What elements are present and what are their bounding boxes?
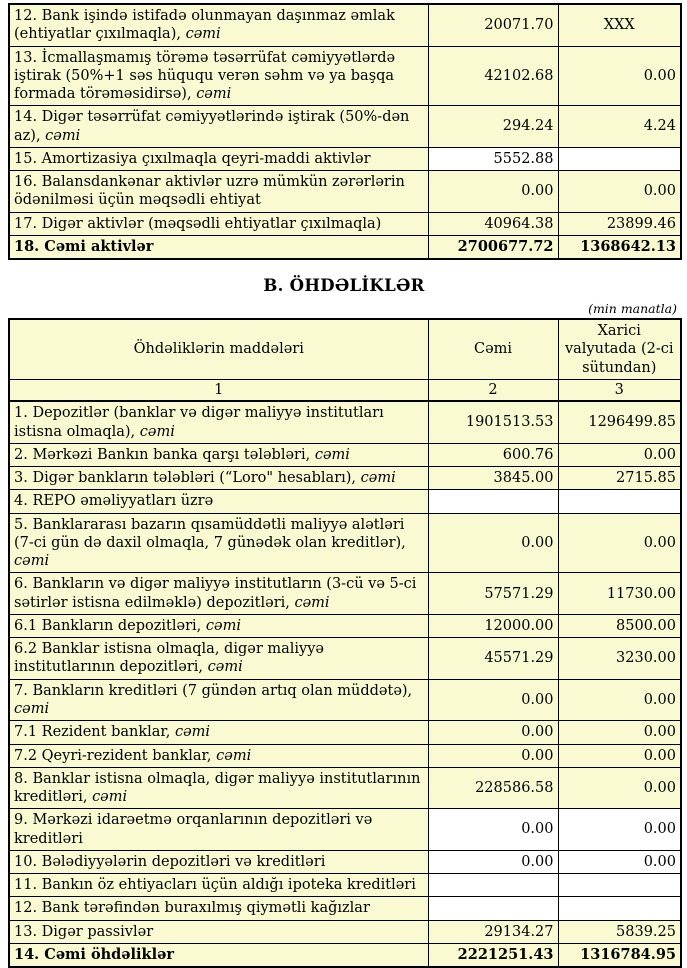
table-row — [9, 767, 681, 809]
row-label: 17. Digər aktivlər (məqsədli ehtiyatlar çıxılmaqla) — [14, 215, 382, 232]
foreign-value-cell: 1296499.85 — [558, 401, 681, 443]
total-row — [9, 943, 681, 967]
total-value-cell: 42102.68 — [428, 46, 558, 106]
total-value-cell: 2221251.43 — [428, 943, 558, 967]
row-label-cell — [9, 679, 428, 721]
total-value-cell: 3845.00 — [428, 467, 558, 490]
total-value-cell — [428, 897, 558, 920]
row-label-cell — [9, 721, 428, 744]
table-row — [9, 171, 681, 213]
row-label: 6.2 Banklar istisna olmaqla, digər maliyyə institutlarının depozitləri, — [14, 641, 324, 676]
row-label: 10. Bələdiyyələrin depozitləri və kreditləri — [14, 853, 326, 870]
total-value-cell: 29134.27 — [428, 920, 558, 943]
total-row — [9, 235, 681, 259]
foreign-value-cell: 0.00 — [558, 721, 681, 744]
row-label-suffix: cəmi — [174, 724, 211, 741]
foreign-value-cell: 0.00 — [558, 850, 681, 873]
total-value-cell: 12000.00 — [428, 614, 558, 637]
row-label-suffix: cəmi — [360, 470, 396, 487]
total-value-cell: 0.00 — [428, 744, 558, 767]
row-label: 7.2 Qeyri-rezident banklar, — [14, 747, 217, 764]
foreign-value-cell: 0.00 — [558, 171, 681, 213]
table-row — [9, 490, 681, 513]
total-value-cell: 294.24 — [428, 106, 558, 148]
foreign-value-cell: 1316784.95 — [558, 943, 681, 967]
column-number: 2 — [428, 379, 558, 401]
column-number-row — [9, 379, 681, 401]
foreign-value-cell: 0.00 — [558, 744, 681, 767]
table-row — [9, 744, 681, 767]
row-label-cell — [9, 401, 428, 443]
total-column-header: Cəmi — [428, 319, 558, 379]
total-value-cell: 600.76 — [428, 443, 558, 466]
row-label-suffix: cəmi — [196, 86, 232, 103]
total-value-cell: 0.00 — [428, 809, 558, 851]
row-label-cell — [9, 638, 428, 680]
row-label-cell — [9, 897, 428, 920]
total-value-cell: 20071.70 — [428, 4, 558, 46]
row-label: 8. Banklar istisna olmaqla, digər maliyyə institutlarının kreditləri, — [14, 770, 421, 806]
foreign-value-cell: 0.00 — [558, 513, 681, 573]
row-label: 7.1 Rezident banklar, — [14, 724, 175, 741]
row-label-suffix: cəmi — [205, 617, 241, 634]
table-row — [9, 147, 681, 170]
foreign-value-cell — [558, 147, 681, 170]
row-label: 5. Banklararası bazarın qısamüddətli maliyyə alətləri (7-ci gün də daxil olmaqla, 7 günədək olan kreditlər), — [14, 516, 406, 551]
row-label-suffix: cəmi — [314, 446, 350, 463]
row-label-cell — [9, 513, 428, 573]
foreign-value-cell — [558, 490, 681, 513]
column-number: 1 — [9, 379, 428, 401]
total-value-cell: 0.00 — [428, 721, 558, 744]
row-label-cell — [9, 573, 428, 615]
row-label-cell — [9, 106, 428, 148]
table-row — [9, 4, 681, 46]
row-label-cell — [9, 614, 428, 637]
row-label-cell — [9, 46, 428, 106]
table-row — [9, 46, 681, 106]
table-row — [9, 401, 681, 443]
row-label: 2. Mərkəzi Bankın banka qarşı tələbləri, — [14, 446, 315, 463]
liabilities-table — [8, 318, 682, 968]
section-title: B. ÖHDƏLİKLƏR — [263, 276, 425, 296]
table-row — [9, 106, 681, 148]
total-value-cell: 0.00 — [428, 850, 558, 873]
total-value-cell: 45571.29 — [428, 638, 558, 680]
row-label-cell — [9, 212, 428, 235]
table-row — [9, 573, 681, 615]
foreign-value-cell: 11730.00 — [558, 573, 681, 615]
total-value-cell: 0.00 — [428, 513, 558, 573]
row-label-cell — [9, 943, 428, 967]
table-row — [9, 513, 681, 573]
row-label-cell — [9, 744, 428, 767]
row-label-cell — [9, 767, 428, 809]
row-label-cell — [9, 467, 428, 490]
row-label-suffix: cəmi — [14, 553, 50, 570]
row-label-cell — [9, 490, 428, 513]
row-label-suffix: cəmi — [294, 594, 330, 611]
foreign-value-cell — [558, 897, 681, 920]
row-label: 12. Bank işində istifadə olunmayan daşınmaz əmlak (ehtiyatlar çıxılmaqla), — [14, 8, 395, 43]
row-label: 4. REPO əməliyyatları üzrə — [14, 493, 214, 510]
total-value-cell: 228586.58 — [428, 767, 558, 809]
row-label-cell — [9, 147, 428, 170]
row-label-suffix: cəmi — [14, 700, 50, 717]
row-label: 18. Cəmi aktivlər — [14, 237, 154, 255]
foreign-value-cell: 0.00 — [558, 809, 681, 851]
foreign-value-cell: 4.24 — [558, 106, 681, 148]
total-value-cell: 0.00 — [428, 679, 558, 721]
foreign-value-cell: 0.00 — [558, 679, 681, 721]
table-row — [9, 874, 681, 897]
row-label: 7. Bankların kreditləri (7 gündən artıq olan müddətə), — [14, 682, 413, 699]
table-row — [9, 809, 681, 851]
row-label: 6.1 Bankların depozitləri, — [14, 617, 206, 634]
row-label: 9. Mərkəzi idarəetmə orqanlarının depozitləri və kreditləri — [14, 812, 373, 847]
foreign-value-cell: 0.00 — [558, 443, 681, 466]
row-label: 14. Cəmi öhdəliklər — [14, 945, 174, 963]
units-note: (min manatla) — [588, 301, 677, 317]
row-label-suffix: cəmi — [185, 26, 221, 43]
items-column-header: Öhdəliklərin maddələri — [9, 319, 428, 379]
total-value-cell: 2700677.72 — [428, 235, 558, 259]
foreign-value-cell: 3230.00 — [558, 638, 681, 680]
foreign-value-cell: XXX — [558, 4, 681, 46]
row-label: 13. Digər passivlər — [14, 923, 154, 940]
table-row — [9, 614, 681, 637]
row-label-cell — [9, 171, 428, 213]
foreign-value-cell: 5839.25 — [558, 920, 681, 943]
foreign-value-cell: 0.00 — [558, 46, 681, 106]
total-value-cell — [428, 874, 558, 897]
table-row — [9, 443, 681, 466]
row-label: 15. Amortizasiya çıxılmaqla qeyri-maddi aktivlər — [14, 150, 371, 167]
row-label: 13. İcmallaşmamış törəmə təsərrüfat cəmiyyətlərdə iştirak (50%+1 səs hüququ verən səhm və ya başqa formada törəməsidirsə), — [14, 49, 396, 103]
total-value-cell — [428, 490, 558, 513]
foreign-value-cell: 23899.46 — [558, 212, 681, 235]
row-label: 1. Depozitlər (banklar və digər maliyyə institutları istisna olmaqla), — [14, 405, 384, 440]
row-label: 14. Digər təsərrüfat cəmiyyətlərində iştirak (50%-dən az), — [14, 109, 410, 144]
row-label-suffix: cəmi — [207, 659, 243, 676]
table-row — [9, 467, 681, 490]
row-label-suffix: cəmi — [45, 127, 81, 144]
row-label: 3. Digər bankların tələbləri (“Loro" hesabları), — [14, 470, 361, 487]
foreign-value-cell — [558, 874, 681, 897]
row-label-cell — [9, 235, 428, 259]
foreign-column-header: Xarici valyutada (2-ci sütundan) — [558, 319, 681, 379]
row-label-suffix: cəmi — [216, 747, 252, 764]
row-label-cell — [9, 850, 428, 873]
total-value-cell: 40964.38 — [428, 212, 558, 235]
row-label: 11. Bankın öz ehtiyacları üçün aldığı ipoteka kreditləri — [14, 877, 416, 894]
assets-table — [8, 3, 682, 260]
total-value-cell: 0.00 — [428, 171, 558, 213]
table-row — [9, 212, 681, 235]
total-value-cell: 57571.29 — [428, 573, 558, 615]
table-row — [9, 850, 681, 873]
table-row — [9, 638, 681, 680]
row-label: 12. Bank tərəfindən buraxılmış qiymətli kağızlar — [14, 900, 370, 917]
row-label-cell — [9, 4, 428, 46]
row-label: 16. Balansdankənar aktivlər uzrə mümkün zərərlərin ödənilməsi üçün məqsədli ehtiyat — [14, 174, 405, 209]
total-value-cell: 1901513.53 — [428, 401, 558, 443]
row-label-suffix: cəmi — [92, 789, 128, 806]
foreign-value-cell: 2715.85 — [558, 467, 681, 490]
total-value-cell: 5552.88 — [428, 147, 558, 170]
row-label-cell — [9, 920, 428, 943]
table-row — [9, 897, 681, 920]
foreign-value-cell: 0.00 — [558, 767, 681, 809]
row-label-cell — [9, 809, 428, 851]
column-number: 3 — [558, 379, 681, 401]
row-label-suffix: cəmi — [139, 423, 175, 440]
foreign-value-cell: 1368642.13 — [558, 235, 681, 259]
foreign-value-cell: 8500.00 — [558, 614, 681, 637]
table-row — [9, 679, 681, 721]
table-row — [9, 920, 681, 943]
row-label: 6. Bankların və digər maliyyə institutların (3-cü və 5-ci sətirlər istisna edilməklə) depozitləri, — [14, 576, 417, 611]
row-label-cell — [9, 443, 428, 466]
header-row — [9, 319, 681, 379]
row-label-cell — [9, 874, 428, 897]
table-row — [9, 721, 681, 744]
